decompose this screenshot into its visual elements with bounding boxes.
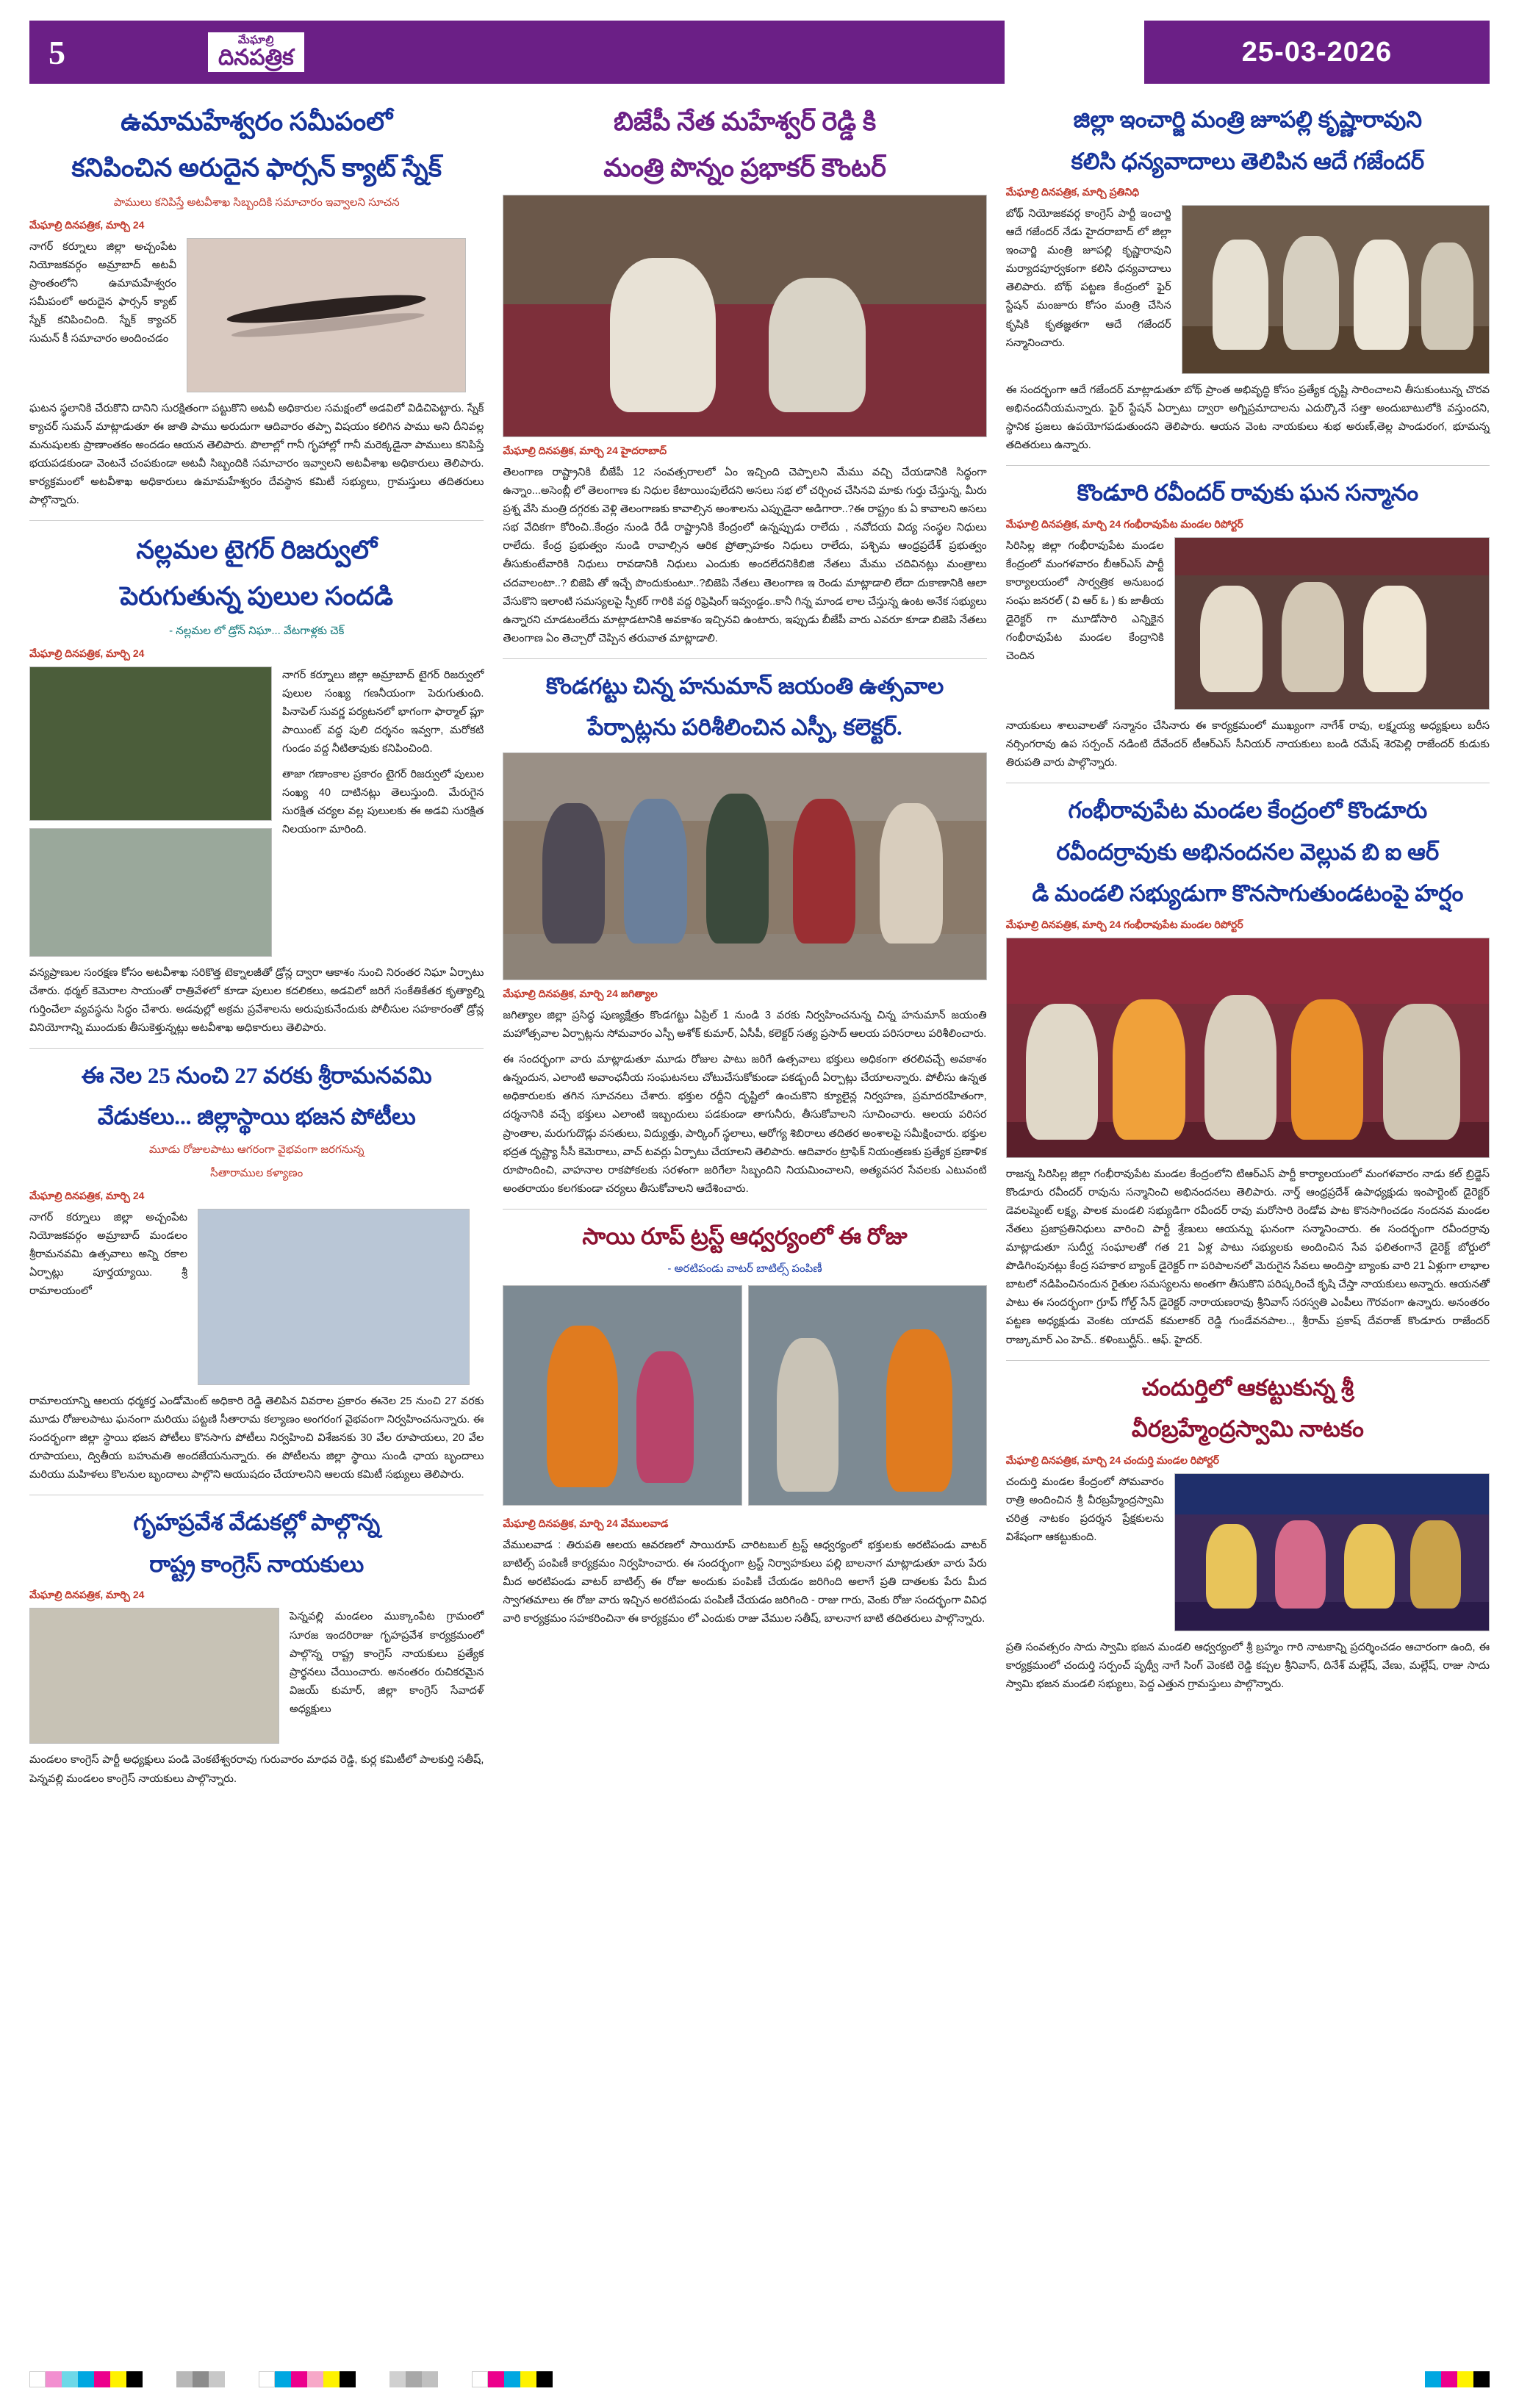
- article-body: ఈ సందర్భంగా ఆదే గజేందర్ మాట్లాడుతూ బోథ్ ప్రాంత అభివృద్ధి కోసం ప్రత్యేక దృష్టి సారించాలని తీసుకుంటున్న చొరవ అభినందనీయమన్నారు. ఫైర్ స్టేషన్ ఏర్పాటు ద్వారా అగ్నిప్రమాదాలను ఎదుర్కొనే సత్తా అందుబాటులోకి వస్తుందని, స్థానిక ప్రజలు ఉపయోగపడుతుందని తెలిపారు. ఆయన వెంట నాయకులు శుభ అరుణ్,తెల్ల పాండురంగ, భూమన్న తదితరులు ఉన్నారు.: [1005, 384, 1490, 452]
- newspaper-logo: [206, 30, 306, 74]
- date-block: [1144, 21, 1490, 84]
- article-snake: [29, 103, 484, 510]
- headline-line-3: డి మండలి సభ్యుడుగా కొనసాగుతుండటంపై హర్షం: [1032, 880, 1464, 907]
- masthead: [29, 21, 1490, 84]
- article-body: మండలం కాంగ్రెస్ పార్టీ అధ్యక్షులు పండి వెంకటేశ్వరరావు గురువారం మాధవ రెడ్డి, కుర్ల కమిటీలో పాలకుర్తి సతీష్, పెన్నవల్లి మండలం కాంగ్రెస్ నాయకులు పాల్గొన్నారు.: [29, 1754, 484, 1785]
- color-group: [176, 2371, 225, 2387]
- article-body: రామాలయాన్ని ఆలయ ధర్మకర్త ఎండోమెంట్ అధికారి రెడ్డి తెలిపిన వివరాల ప్రకారం ఈనెల 25 నుంచి 27 వరకు మూడు రోజులపాటు ఘనంగా మరియు పట్టణి సీతారామ కల్యాణం అంగరంగ వైభవంగా నిర్వహించనున్నారు. ఈ సందర్భంగా జిల్లా స్థాయి భజన పోటీలు కొనసాగు పోటీలు నిర్వహించి విశేజనకు 30 వేల రూపాయలు, 20 వేల రూపాయలు, ద్వితీయ బహుమతి అందజేయనున్నారు. ఈ పోటీలను జిల్లా స్థాయి సుండి ఛాయ బృందాలు మరియు మహిళలు కొలనుల బృందాలు పాల్గొని ఆయుషదం చేయాలనిని ఆలయ కమిటీ సభ్యులు తెలిపారు.: [29, 1395, 484, 1481]
- headline-line-2: పేర్పాట్లను పరిశీలించిన ఎస్పీ, కలెక్టర్.: [587, 714, 902, 741]
- color-group: [472, 2371, 553, 2387]
- article-bjp-counter: [503, 103, 986, 648]
- photo-snake: [187, 238, 466, 392]
- article-body-2: తాజా గణాంకాల ప్రకారం టైగర్ రిజర్వులో పులుల సంఖ్య 40 దాటినట్లు తెలుస్తుంది. మేరుగైన సురక్షిత చర్యల వల్ల పులులకు ఈ అడవి సురక్షిత నిలయంగా మారింది.: [282, 769, 484, 836]
- headline-line-2: వీరబ్రహ్మేంద్రస్వామి నాటకం: [1131, 1416, 1364, 1442]
- article-tiger-reserve: [29, 531, 484, 1038]
- color-registration-bar: [29, 2370, 1490, 2389]
- headline-line-1: కొండూరి రవీందర్ రావుకు ఘన సన్మానం: [1077, 480, 1419, 506]
- logo-block: [184, 21, 328, 84]
- photo-temple: [198, 1209, 470, 1385]
- logo-line-2: దినపత్రిక: [218, 46, 294, 70]
- article-housewarming: [29, 1506, 484, 1788]
- article-body: ప్రతి సంవత్సరం సాదు స్వామి భజన మండలి ఆధ్వర్యంలో శ్రీ బ్రహ్మం గారి నాటకాన్ని ప్రదర్శించడం ఆచారంగా ఉంది, ఈ కార్యక్రమంలో చందుర్తి సర్పంచ్ పృథ్వీ నాగే సింగ్ వెంకటి రెడ్డి కప్పల శ్రీనివాస్, దినేశ్ మల్లేష్, వేణు, మల్లేష్, రాజు సాదు స్వామి భజన మండలి సభ్యులు, పెద్ద ఎత్తున గ్రామస్తులు పాల్గొన్నారు.: [1005, 1641, 1490, 1690]
- headline-line-1: కొండగట్టు చిన్న హనుమాన్ జయంతి ఉత్సవాల: [545, 672, 944, 699]
- article-drama: [1006, 1371, 1490, 1694]
- article-body: ఘటన స్థలానికి చేరుకొని దానిని సురక్షితంగా పట్టుకొని అటవీ అధికారుల సమక్షంలో అడవిలో విడిచిపెట్టారు. స్నేక్ క్యాచర్ సుమన్ మాట్లాడుతూ ఈ జాతి పాము అరుదుగా ఆదివారం తప్పా విషయం కలిగిన పాము అని దీనివల్ల మనుషులకు ప్రాణాంతకం అందడం ఆయన తెలిపారు. పొలాల్లో గానీ గృహాల్లో గానీ మరెక్కడైనా పాములు కనిపిస్తే భయపడకుండా వెంటనే చంపకుండా అటవీ సిబ్బందికి సమాచారం ఇవ్వాలని అటవీశాఖ అధికారులు తెలిపారు. కార్యక్రమంలో అటవీశాఖ అధికారులు ఉమామహేశ్వరం దేవస్థాన కమిటీ సభ్యులు, గ్రామస్తులు తదితరులు పాల్గొన్నారు.: [29, 402, 484, 506]
- color-group: [29, 2371, 143, 2387]
- photo-distribution-1: [503, 1285, 741, 1506]
- headline-line-2: మంత్రి పొన్నం ప్రభాకర్ కౌంటర్: [603, 153, 886, 182]
- photo-drone-surveillance: [29, 828, 272, 957]
- article-body-1: జగిత్యాల జిల్లా ప్రసిద్ధ పుణ్యక్షేత్రం కొండగట్టు ఏప్రిల్ 1 నుండి 3 వరకు నిర్వహించనున్న చిన్న హనుమాన్ జయంతి మహోత్సవాల ఏర్పాట్లను సోమవారం ఎస్పీ అశోక్ కుమార్, ఏసీపీ, కలెక్టర్ సత్య ప్రసాద్ ఆలయ పరిసరాలు పరిశీలించారు.: [503, 1009, 987, 1041]
- subheadline: పాములు కనిపిస్తే అటవీశాఖ సిబ్బందికి సమాచారం ఇవ్వాలని సూచన: [113, 196, 400, 209]
- headline-line-1: ఈ నెల 25 నుంచి 27 వరకు శ్రీరామనవమి: [81, 1062, 432, 1088]
- article-body-lead: చందుర్తి మండల కేంద్రంలో సోమవారం రాత్రి అందించిన శ్రీ వీరబ్రహ్మేంద్రస్వామి చరిత్ర నాటకం ప్రదర్శన ప్రేక్షకులను విశేషంగా ఆకట్టుకుంది.: [1005, 1476, 1164, 1543]
- headline-line-2: పెరుగుతున్న పులుల సందడి: [120, 581, 394, 611]
- headline-line-1: గృహప్రవేశ వేడుకల్లో పాల్గొన్న: [133, 1509, 381, 1536]
- photo-officials-inspection: [503, 752, 986, 980]
- column-2: [503, 103, 986, 1796]
- headline-line-2: రాష్ట్ర కాంగ్రెస్ నాయకులు: [149, 1550, 365, 1577]
- page-number-block: [29, 21, 184, 84]
- article-sriramanavami: [29, 1059, 484, 1484]
- subheadline: - అరటిపండు వాటర్ బాటిల్స్ పంపిణీ: [667, 1262, 822, 1276]
- color-group: [259, 2371, 356, 2387]
- divider: [1006, 465, 1490, 466]
- photo-distribution-2: [748, 1285, 987, 1506]
- column-3: [1006, 103, 1490, 1796]
- color-group: [389, 2371, 438, 2387]
- divider: [29, 520, 484, 521]
- byline: మేఘాల్రి దినపత్రిక, మార్చి 24: [29, 218, 145, 231]
- article-body-3: వన్యప్రాణుల సంరక్షణ కోసం అటవీశాఖ సరికొత్త టెక్నాలజీతో డ్రోన్ల ద్వారా ఆకాశం నుంచి నిరంతర నిఘా ఏర్పాటు చేశారు. థర్మల్ కెమెరాల సాయంతో రాత్రివేళలో కూడా పులుల కదలికలు, అడవిలో జరిగే సంకేతికేతర కృత్యాల్ని గుర్తించేలా వ్యవస్థను సిద్ధం చేశారు. అడవుల్లో అక్రమ ప్రవేశాలను అరుపుకునేందుకు పోలీసుల సహకారంతో డ్రోన్ల వినియోగాన్ని ముందుకు తీసుకెళ్తున్నట్లు అటవీశాఖ అధికారులు తెలిపారు.: [29, 966, 484, 1034]
- article-body: తెలంగాణ రాష్ట్రానికి బీజేపీ 12 సంవత్సరాలలో ఏం ఇచ్చింది చెప్పాలని మేము వచ్చి చేయడానికి సిద్ధంగా ఉన్నాం...అసెంబ్లీ లో తెలంగాణ కు నిధుల కేటాయింపులేదని అసలు సభ లో చర్చించ చేసినవి మాకు గుర్తు చేస్తున్న, మీరు ప్రశ్న వేసి మంత్రి దగ్గరకు వెళ్లి తెలంగాణకు కావాల్సిన అంశాలను ఎప్పుడైనా అడిగారా..?ఈ రాష్ట్రం కు ఏ కావాలని అసలు సభ వేదికగా కోరించి..కేంద్రం నుండి రేడీ రాష్ట్రానికి కేంద్రంలో ఉన్నప్పుడు రాలేదు , నవోదయ విద్య సంస్థల నిధులు రాలేదు. కేంద్ర ప్రభుత్వం నుండి రావాల్సిన ఆరిక ప్రోత్సాహకం నిధులు రాలేదు, పశ్చిమ ఆంధ్రప్రదేశ్ ప్రభుత్వం తీసుకుంటేవారికి నిధులు రావడానికి నిధులు ఎందుకు అందలేదనికిబిజి నేతలు మేము చదివినట్లు మంత్రాలు చదవాలంటా..? బిజెపి తో ఇచ్చే పొందుకుంటూ..?బిజెపి నేతలు తెలంగాణ ఇ రెండు మాట్లాడాలి లేదా దుకాణానికి ఆలా వేసుకొని ఇలాంటి సమస్యలపై స్పీకర్ గారికి వద్ద రిఫ్రెషింగ్ ఇవ్వండ్డం..కానీ గిన్న మాండ లాల చేస్తున్న ఉంట అనేక సభ్యులు ఉన్నారని చూడటంలేదు మాట్లాడటానికి అవకాశం ఇచ్చినవి ఉంటారు, ఇప్పుడు బీజేపీ వారు ఎవరూ కూడా బిజెపి నేతలు తెలంగాణ ఏం తెచ్చారో చెప్పిన తరువాత మాట్లాడాలి.: [503, 467, 987, 644]
- headline-line-1: సాయి రూప్ ట్రస్ట్ ఆధ్వర్యంలో ఈ రోజు: [582, 1223, 908, 1249]
- color-group: [1425, 2371, 1490, 2387]
- headline-line-2: రవీందర్రావుకు అభినందనల వెల్లువ బి ఐ ఆర్: [1056, 838, 1440, 865]
- headline-line-2: కలిసి ధన్యవాదాలు తెలిపిన ఆదే గజేందర్: [1071, 148, 1425, 174]
- divider: [503, 658, 986, 659]
- article-body-lead: సిరిసిల్ల జిల్లా గంభీరావుపేట మండల కేంద్రంలో మంగళవారం బీఆర్ఎస్ పార్టీ కార్యాలయంలో సార్వత్రిక అనుబంధ సంఘ జనరల్ ( వి ఆర్ ఓ ) కు జాతీయ డైరెక్టర్ గా మూడోసారి ఎన్నికైన గంభీరావుపేట మండల కేంద్రానికి చెందిన: [1005, 539, 1164, 663]
- column-1: [29, 103, 484, 1796]
- byline: మేఘాల్రి దినపత్రిక, మార్చి 24 హైదరాబాద్: [503, 445, 667, 456]
- divider: [503, 1209, 986, 1210]
- logo-line-1: మేఘాల్రి: [237, 35, 274, 46]
- headline-line-1: చందుర్తిలో ఆకట్టుకున్న శ్రీ: [1141, 1374, 1354, 1401]
- article-gambhiraopet-congrats: [1006, 794, 1490, 1349]
- byline: మేఘాల్రి దినపత్రిక, మార్చి 24 జగిత్యాల: [503, 987, 658, 999]
- headline-line-1: నల్లమల టైగర్ రిజర్వులో: [136, 536, 378, 565]
- divider: [1006, 1360, 1490, 1361]
- article-minister-thanks: [1006, 103, 1490, 455]
- byline: మేఘాల్రి దినపత్రిక, మార్చి 24 చందుర్తి మండల రిపోర్టర్: [1005, 1453, 1219, 1466]
- article-body-lead: పెన్నవల్లి మండలం ముక్కాంపేట గ్రామంలో సూరజ ఇందరిరాజు గృహప్రవేశ కార్యక్రమంలో పాల్గొన్న రాష్ట్ర కాంగ్రెస్ నాయకులు ప్రత్యేక ప్రార్థనలు చేయించారు. అనంతరం రుచికరమైన విజయ్ కుమార్, జిల్లా కాంగ్రెస్ సేవాదళ్ అధ్యక్షులు: [290, 1611, 484, 1715]
- byline: మేఘాల్రి దినపత్రిక, మార్చి ప్రతినిధి: [1005, 186, 1140, 198]
- byline: మేఘాల్రి దినపత్రిక, మార్చి 24 గంభీరావుపేట మండల రిపోర్టర్: [1005, 517, 1243, 530]
- byline: మేఘాల్రి దినపత్రిక, మార్చి 24: [29, 1589, 145, 1601]
- photo-drama-stage: [1174, 1473, 1490, 1631]
- article-body: నాయకులు శాలువాలతో సన్మానం చేసినారు ఈ కార్యక్రమంలో ముఖ్యంగా నాగేశ్ రావు, లక్ష్మయ్య అధ్యక్షులు బరీస నర్సింగరావు ఉప సర్పంచ్ నడింటి దేవేందర్ టీఆర్ఎస్ సీనియర్ నాయకులు బండి రమేష్ శెరపెల్లి రాజేందర్ కుడుకు తిరుపతి వారు పాల్గొన్నారు.: [1005, 719, 1490, 769]
- headline-line-1: గంభీరావుపేట మండల కేంద్రంలో కొండూరు: [1068, 797, 1428, 824]
- article-body-lead: నాగర్ కర్నూలు జిల్లా అచ్చంపేట నియోజకవర్గం అమ్రాబాద్ అటవీ ప్రాంతంలోని ఉమామహేశ్వరం సమీపంలో అరుదైన ఫార్సన్ క్యాట్ స్నేక్ కనిపించింది. స్నేక్ క్యాచర్ సుమన్ కీ సమాచారం అందించడం: [29, 240, 176, 345]
- byline: మేఘాల్రి దినపత్రిక, మార్చి 24 వేములవాడ: [503, 1517, 669, 1529]
- subheadline: మూడు రోజులపాటు ఆగరంగా వైభవంగా జరగనున్న: [148, 1143, 365, 1156]
- byline: మేఘాల్రి దినపత్రిక, మార్చి 24: [29, 647, 145, 659]
- photo-assembly-minister: [503, 195, 986, 437]
- article-body-lead: నాగర్ కర్నూలు జిల్లా అమ్రాబాద్ టైగర్ రిజర్వులో పులుల సంఖ్య గణనీయంగా పెరుగుతుంది. పినాపెల్ సువర్ణ పర్యటనలో భాగంగా ఫార్మాల్ ప్లూ పాయింట్ వద్ద పులి దర్శనం ఇవ్వగా, మరోకటి గుండం వద్ద నీటితావుకు కనిపించింది.: [282, 669, 484, 755]
- page-content: [29, 103, 1490, 1796]
- headline-line-2: కనిపించిన అరుదైన ఫార్సన్ క్యాట్ స్నేక్: [71, 153, 442, 182]
- article-sairoop-trust: [503, 1220, 986, 1628]
- subheadline: - నల్లమల లో డ్రోన్ నిఘా... వేటగాళ్లకు చెక్: [169, 625, 345, 638]
- headline-line-2: వేడుకలు... జిల్లాస్థాయి భజన పోటీలు: [97, 1104, 416, 1130]
- photo-tiger-river: [29, 666, 272, 821]
- headline-line-1: జిల్లా ఇంచార్జి మంత్రి జూపల్లి కృష్ణారావుని: [1073, 107, 1423, 132]
- article-body: వేములవాడ : తిరుపతి ఆలయ ఆవరణలో సాయిరూప్ చారిటబుల్ ట్రస్ట్ ఆధ్వర్యంలో భక్తులకు అరటిపండు వాటర్ బాటిల్స్ పంపిణీ కార్యక్రమం నిర్వహించారు. ఈ సందర్భంగా ట్రస్ట్ నిర్వాహకులు పల్లి బాలనాగ మాట్లాడుతూ వారు పేరు మీద అరటిపండు వాటర్ బాటిల్స్ ఈ రోజు అందుకు పంపిణీ చేయడం జరిగింది అలాగే ప్రతి దాతలకు పేరు మీద స్వాగతమాలు ఈ రోజు వారు ఇచ్చిన అరటిపండు పంపిణీ చేయడం జరిగింది - రాజు గారు, వెంకు రోజు సందర్భంగా వివిధ వారి కార్యక్రమం సహకరించినా ఈ కార్యక్రమం లో ఎందుకు రాజు వేముల సతీష్, బాలనాగ బాటి తదితరులు పాల్గొన్నారు.: [503, 1539, 987, 1625]
- subheadline-2: సీతారాముల కళ్యాణం: [210, 1167, 304, 1180]
- headline-line-1: ఉమామహేశ్వరం సమీపంలో: [121, 107, 393, 136]
- photo-minister-meeting: [1182, 205, 1490, 374]
- page-number: 5: [49, 33, 65, 71]
- issue-date: 25-03-2026: [1241, 36, 1393, 68]
- article-body-2: ఈ సందర్భంగా వారు మాట్లాడుతూ మూడు రోజుల పాటు జరిగే ఉత్సవాలు భక్తులు అధికంగా తరలివచ్చే అవకాశం ఉన్నందున, ఎలాంటి అవాంఛనీయ సంఘటనలు చోటుచేసుకోకుండా పకడ్బందీ ఏర్పాట్లు చేయాలన్నారు. పోలీసు ఉన్నత అధికారులకు తగిన సూచనలు చేశారు. భక్తుల రద్దీని దృష్టిలో ఉంచుకొని క్యూలైన్ల నిర్వహణ, ప్రమాదరహితంగా, దర్శనానికి వచ్చే భక్తులు ఎలాంటి ఇబ్బందులు పడకుండా తాగునీరు, తీసుకోవాలని సూచించారు. ఆలయ పరిసర ప్రాంతాల, మరుగుదొడ్లు వసతులు, విద్యుత్తు, పార్కింగ్ స్థలాలు, ఆరోగ్య శిబిరాలు తదితర అంశాలపై సమీక్షించారు. భక్తుల భద్రత దృష్ట్యా సీసీ కెమెరాలు, వాచ్ టవర్లు ఏర్పాటు చేయాలని తెలిపారు. ఆదివారం ట్రాఫిక్ నియంత్రణకు ప్రత్యేక ప్రణాళిక రూపొందించి, వాహనాల రాకపోకలకు సరళంగా జరిగేలా సిబ్బందిని నియమించాలని, అత్యవసర సేవలకు ఎటువంటి అంతరాయం కలగకుండా చర్యలు తీసుకోవాలని ఆదేశించారు.: [503, 1054, 987, 1195]
- byline: మేఘాల్రి దినపత్రిక, మార్చి 24 గంభీరావుపేట మండల రిపోర్టర్: [1005, 918, 1243, 930]
- masthead-white-gap: [1005, 21, 1144, 84]
- article-body-lead: బోథ్ నియోజకవర్గ కాంగ్రెస్ పార్టీ ఇంచార్జి ఆదే గజేందర్ నేడు హైదరాబాద్ లో జిల్లా ఇంచార్జి మంత్రి జూపల్లి కృష్ణారావుని మర్యాదపూర్వకంగా కలిసి ధన్యవాదాలు తెలిపారు. బోథ్ పట్టణ కేంద్రంలో ఫైర్ స్టేషన్ మంజూరు కోసం మంత్రి చేసిన కృషికి కృతజ్ఞతగా ఆదే గజేందర్ సన్మానించారు.: [1005, 208, 1171, 349]
- article-kondagattu: [503, 669, 986, 1198]
- photo-felicitation: [1174, 537, 1490, 710]
- newspaper-page: [0, 21, 1519, 2408]
- masthead-filler: [328, 21, 1005, 84]
- photo-housewarming: [29, 1608, 279, 1744]
- article-body: రాజన్న సిరిసిల్ల జిల్లా గంభీరావుపేట మండల కేంద్రంలోని టిఆర్ఎస్ పార్టీ కార్యాలయంలో మంగళవారం నాడు కల్ బ్రిడ్జెస్ కొండూరు రవీందర్ రావును సన్మానించి అభినందనలు తెలిపారు. నార్త్ ఆంధ్రప్రదేశ్ ఉపాధ్యక్షుడు ఇంపార్టెంట్ డైరెక్టర్ డెవలప్మెంట్ లక్ష్య, పాలక మండలి సభ్యుడిగా రవీందర్ రావు మరోసారి రెండోవ పాట కొనసాగించడం నందనవ మండల నేతలు ప్రజాప్రతినిధులు వారించి పార్టీ శ్రేణులు ఆయన్ను ఘనంగా సన్మానించారు. ఈ సందర్భంగా రవీందర్రావు మాట్లాడుతూ సుదీర్ఘ సంఘాలతో గత 21 ఏళ్ల పాటు సభ్యులకు అందించిన సేవ ఫలితంగానే డైరెక్ట్ బోర్డులో పొడిగింపునట్లు కేంద్ర సహకార బ్యాంక్ డైరెక్టర్ గా పరిపాలనలో మెరుగైన సేవలు అందిస్తా బ్యాంకు వారి 21 ఏళ్లుగా లాభాల బాటలో నడిపించినందున రైతుల సమస్యలను అంతగా తీసుకొని పరిష్కరించే కృషి చేస్తా నాయకులు అన్నారు. ఆయనతో పాటు ఈ సందర్భంగా గ్రూప్ గోల్డ్ సేన్ డైరెక్టర్ నారాయణరావు శ్రీనివాస్ సరస్వతి ఎంపీలు గౌరవంగా ఉన్నారు. అనంతరం పట్టణ అధ్యక్షుడు వెంకట యాదవ్ కమలాకర్ రెడ్డి గుండేవనపాల.., శ్రీరామ్ ప్రకాష్ దేవరాజ్ కొండూరు రాజేందర్ రాజ్కుమార్ ఎం హెచ్.. కళింబుర్ఘీస్.. ఆఫ్. హైదర్.: [1005, 1168, 1490, 1346]
- headline-line-1: బిజేపీ నేత మహేశ్వర్ రెడ్డి కి: [613, 107, 877, 136]
- byline: మేఘాల్రి దినపత్రిక, మార్చి 24: [29, 1189, 145, 1201]
- divider: [29, 1048, 484, 1049]
- photo-party-felicitation: [1006, 938, 1490, 1158]
- article-body-lead: నాగర్ కర్నూలు జిల్లా అచ్చంపేట నియోజకవర్గం అమ్రాబాద్ మండలం శ్రీరామనవమి ఉత్సవాలు అన్ని రకాల ఏర్పాట్లు పూర్తయ్యాయి. శ్రీ రామాలయంలో: [29, 1211, 187, 1298]
- article-ravinder-felicitation: [1006, 476, 1490, 772]
